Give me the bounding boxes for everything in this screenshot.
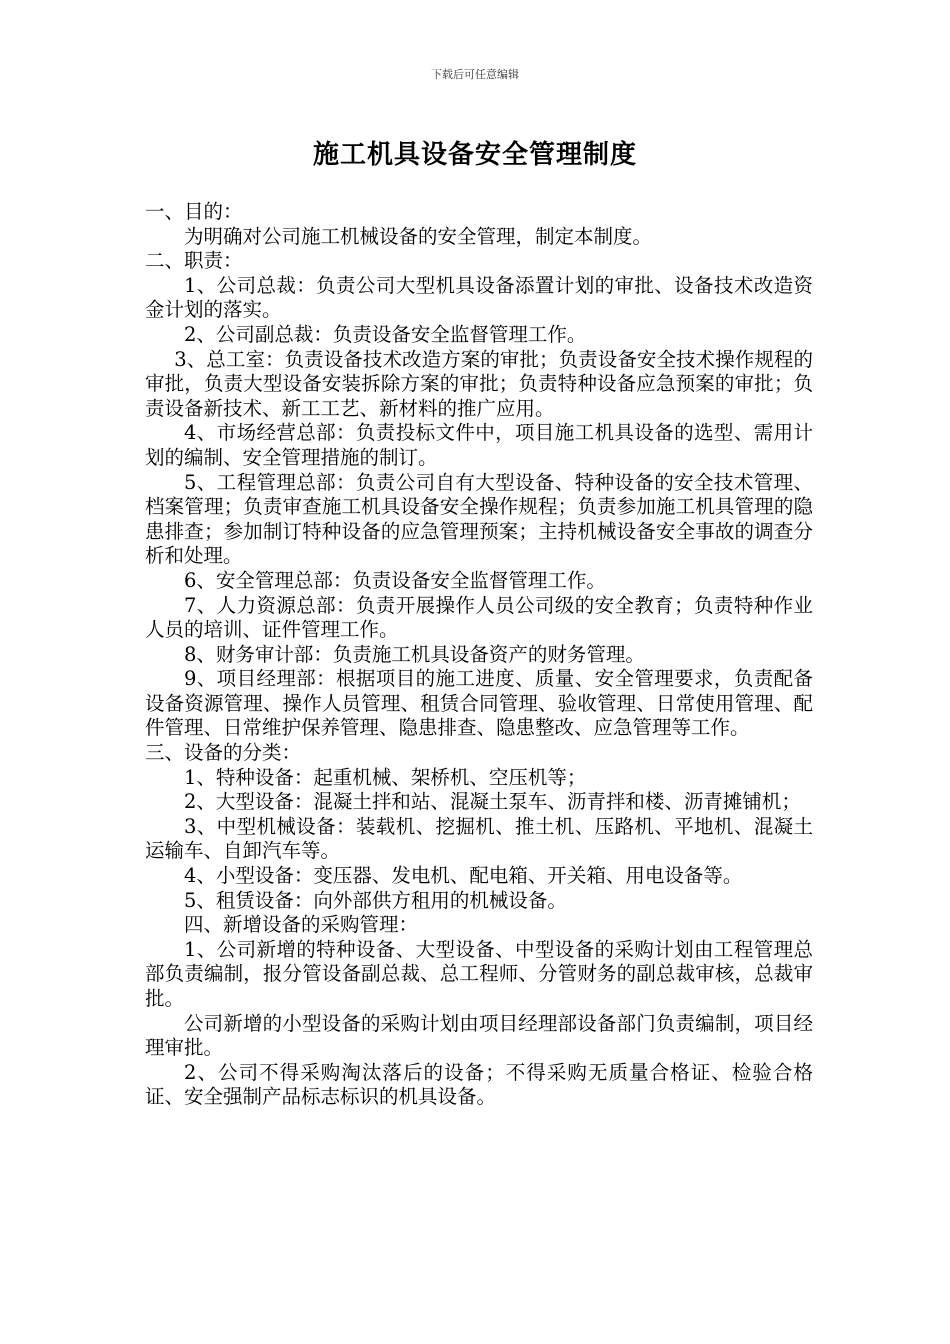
paragraph: 6、安全管理总部：负责设备安全监督管理工作。 <box>184 568 606 592</box>
paragraph: 1、特种设备：起重机械、架桥机、空压机等； <box>184 765 587 789</box>
paragraph: 2、公司副总裁：负责设备安全监督管理工作。 <box>184 322 587 346</box>
paragraph: 3、中型机械设备：装载机、挖掘机、推土机、压路机、平地机、混凝土运输车、自卸汽车等。 <box>145 814 813 863</box>
paragraph: 公司新增的小型设备的采购计划由项目经理部设备部门负责编制，项目经理审批。 <box>145 1011 813 1060</box>
paragraph: 一、目的： <box>145 200 243 223</box>
paragraph: 4、市场经营总部：负责投标文件中，项目施工机具设备的选型、需用计划的编制、安全管理措施的制订。 <box>145 421 813 469</box>
paragraph: 1、公司总裁：负责公司大型机具设备添置计划的审批、设备技术改造资金计划的落实。 <box>145 273 813 322</box>
paragraph: 2、大型设备：混凝土拌和站、混凝土泵车、沥青拌和楼、沥青摊铺机； <box>184 790 801 814</box>
paragraph: 8、财务审计部：负责施工机具设备资产的财务管理。 <box>184 642 645 666</box>
document-title: 施工机具设备安全管理制度 <box>312 140 637 170</box>
paragraph: 4、小型设备：变压器、发电机、配电箱、开关箱、用电设备等。 <box>184 864 743 888</box>
paragraph: 9、项目经理部：根据项目的施工进度、质量、安全管理要求，负责配备设备资源管理、操作人员管理、租赁合同管理、验收管理、日常使用管理、配件管理、日常维护保养管理、隐患排查、隐患整改、应急管理等工作。 <box>145 667 813 740</box>
document-body <box>145 200 813 1110</box>
paragraph: 3、总工室：负责设备技术改造方案的审批；负责设备安全技术操作规程的审批，负责大型设备安装拆除方案的审批；负责特种设备应急预案的审批；负责设备新技术、新工工艺、新材料的推广应用。 <box>145 347 813 420</box>
paragraph: 1、公司新增的特种设备、大型设备、中型设备的采购计划由工程管理总部负责编制，报分管设备副总裁、总工程师、分管财务的副总裁审核，总裁审批。 <box>145 937 813 1010</box>
header-note: 下载后可任意编辑 <box>431 68 519 81</box>
paragraph: 二、职责： <box>145 249 243 273</box>
paragraph: 5、租赁设备：向外部供方租用的机械设备。 <box>184 888 567 912</box>
paragraph: 2、公司不得采购淘汰落后的设备；不得采购无质量合格证、检验合格证、安全强制产品标志标识的机具设备。 <box>145 1060 813 1109</box>
paragraph: 7、人力资源总部：负责开展操作人员公司级的安全教育；负责特种作业人员的培训、证件管理工作。 <box>145 593 813 642</box>
paragraph: 四、新增设备的采购管理： <box>184 913 419 937</box>
paragraph: 三、设备的分类： <box>145 741 302 765</box>
paragraph: 为明确对公司施工机械设备的安全管理，制定本制度。 <box>184 224 653 248</box>
paragraph: 5、工程管理总部：负责公司自有大型设备、特种设备的安全技术管理、档案管理；负责审查施工机具设备安全操作规程；负责参加施工机具管理的隐患排查；参加制订特种设备的应急管理预案；主持机械设备安全事故的调查分析和处理。 <box>145 470 813 568</box>
